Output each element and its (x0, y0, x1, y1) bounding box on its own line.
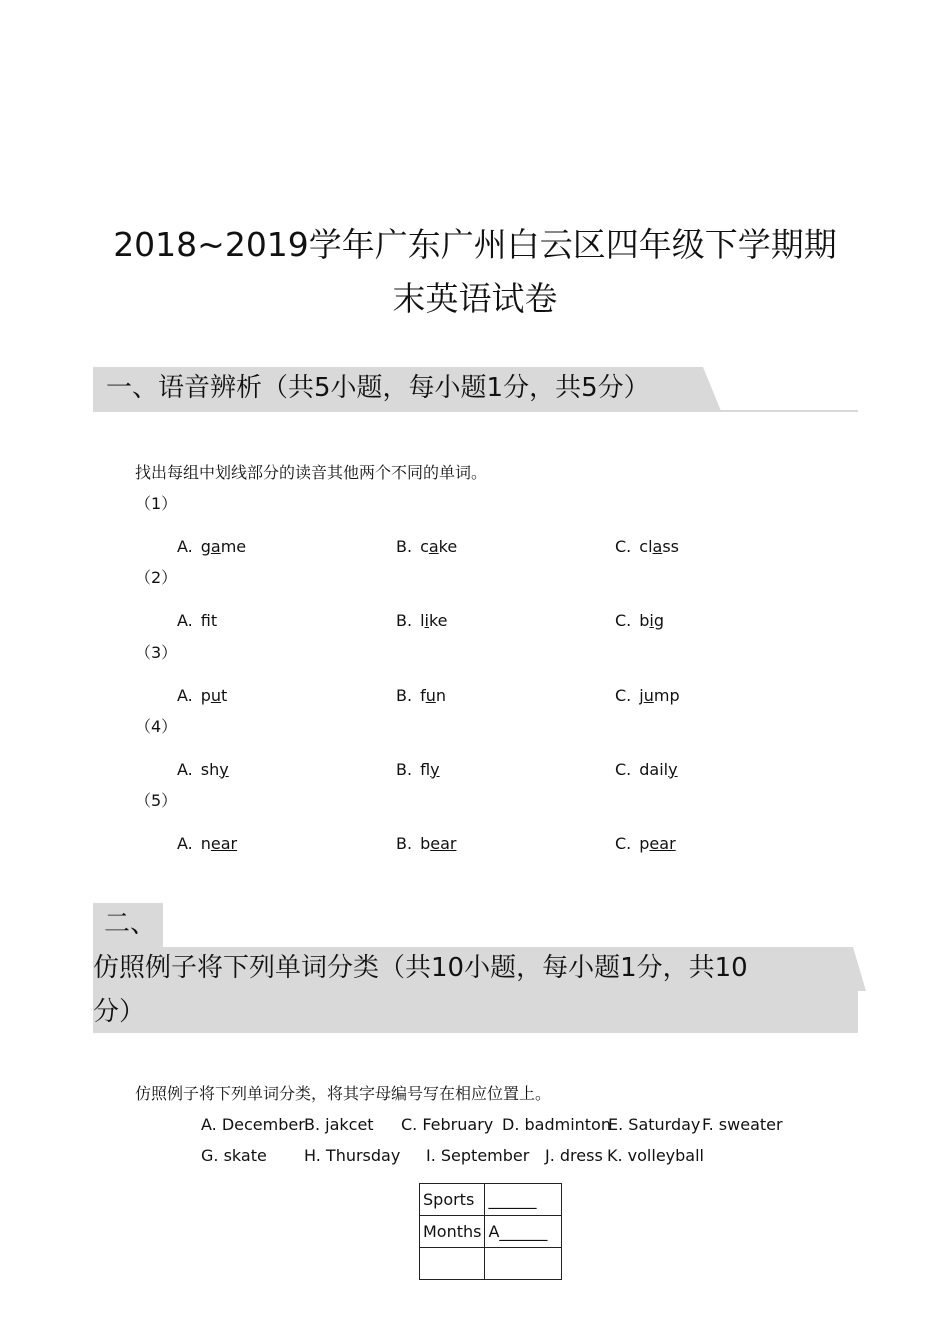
option-word-part: me (220, 537, 247, 556)
option-word-part: f (200, 611, 211, 631)
underlined-part: ear (430, 834, 457, 854)
underlined-part: i (649, 611, 654, 631)
option-word-part: sh (200, 759, 220, 779)
underlined-part: y (668, 759, 678, 779)
question-number: （1） (135, 494, 178, 513)
option-word-part: g (200, 537, 211, 556)
word-item: B. jakcet (304, 1115, 374, 1134)
option-word-part: b (420, 834, 431, 854)
option-letter: B. (396, 537, 413, 556)
question-number: （5） (135, 791, 178, 811)
option-letter: B. (396, 759, 413, 779)
option-letter: B. (396, 685, 413, 705)
option-word-part: cl (639, 537, 653, 556)
table-row (420, 1248, 562, 1280)
answer-option[interactable] (396, 833, 456, 855)
answer-option[interactable] (615, 833, 676, 855)
word-item: J. dress (545, 1146, 603, 1165)
word-item: D. badminton (502, 1115, 611, 1134)
underlined-part: a (652, 537, 663, 556)
question-number: （2） (135, 568, 178, 588)
table-cell-answer[interactable]: A______ (485, 1216, 562, 1248)
answer-option[interactable] (177, 685, 227, 707)
answer-option[interactable] (177, 833, 237, 855)
underlined-part: y (219, 759, 229, 779)
section-2-heading-background-3 (93, 990, 858, 1033)
underlined-part: u (643, 685, 654, 705)
underlined-part: a (428, 537, 439, 556)
option-word-part: c (420, 537, 429, 556)
underlined-part: a (210, 537, 221, 556)
underlined-part: u (210, 685, 222, 705)
option-letter: B. (396, 834, 413, 854)
option-word-part: j (639, 685, 644, 705)
classification-table (419, 1183, 562, 1280)
word-item: A. December (201, 1115, 305, 1134)
option-letter: C. (615, 834, 632, 854)
question-number: （4） (135, 716, 178, 736)
answer-option[interactable] (615, 610, 664, 632)
answer-option[interactable] (396, 685, 446, 707)
underlined-part: ear (649, 834, 676, 854)
option-letter: A. (177, 685, 193, 705)
option-word-part: n (435, 685, 446, 705)
option-word-part: ke (438, 537, 458, 556)
section-1-heading: 一、语音辨析（共5小题，每小题1分，共5分） (106, 373, 650, 403)
option-word-part: n (200, 834, 211, 854)
answer-option[interactable] (396, 759, 440, 781)
option-letter: A. (177, 834, 193, 854)
option-word-part: ss (662, 537, 679, 556)
option-word-part: g (653, 611, 665, 631)
table-cell-answer[interactable] (485, 1248, 562, 1280)
table-cell-category (420, 1248, 485, 1280)
word-item: C. February (401, 1115, 494, 1134)
table-cell-category: Sports (420, 1184, 485, 1216)
option-word-part: f (420, 685, 426, 705)
answer-option[interactable] (177, 610, 217, 632)
title-line-2: 末英语试卷 (392, 279, 558, 318)
option-letter: A. (177, 611, 193, 631)
answer-option[interactable] (615, 759, 678, 781)
option-letter: C. (615, 759, 632, 779)
word-item: I. September (426, 1146, 530, 1165)
answer-option[interactable] (177, 536, 246, 558)
option-word-part: dail (639, 759, 669, 779)
answer-option[interactable] (615, 685, 680, 707)
option-word-part: fl (420, 759, 431, 779)
section-1-instruction: 找出每组中划线部分的读音其他两个不同的单词。 (135, 463, 488, 482)
word-item: E. Saturday (608, 1115, 701, 1134)
option-word-part: b (639, 611, 650, 631)
option-letter: C. (615, 685, 632, 705)
page-title (95, 218, 855, 326)
underlined-part: i (424, 611, 429, 631)
answer-option[interactable] (396, 536, 457, 558)
section-2-instruction: 仿照例子将下列单词分类，将其字母编号写在相应位置上。 (135, 1084, 552, 1103)
title-line-1: 2018~2019学年广东广州白云区四年级下学期期 (113, 225, 837, 264)
option-letter: C. (615, 537, 632, 556)
underlined-part: u (425, 685, 436, 705)
section-2-heading-line-3: 分） (93, 997, 146, 1027)
option-word-part: ke (428, 611, 448, 631)
answer-option[interactable] (177, 759, 229, 781)
answer-option[interactable] (396, 610, 448, 632)
section-2-heading-line-1: 二、 (104, 909, 157, 939)
section-1-heading-underline (93, 410, 858, 412)
underlined-part: ear (210, 834, 238, 854)
section-2-heading-line-2: 仿照例子将下列单词分类（共10小题，每小题1分，共10 (93, 953, 748, 983)
word-item: H. Thursday (304, 1146, 401, 1165)
option-word-part: t (210, 611, 218, 631)
option-word-part: p (639, 834, 650, 854)
option-letter: B. (396, 611, 413, 631)
option-letter: A. (177, 537, 193, 556)
table-cell-category: Months (420, 1216, 485, 1248)
question-number: （3） (135, 642, 178, 662)
word-item: K. volleyball (607, 1146, 704, 1165)
table-row (420, 1216, 562, 1248)
option-word-part: p (200, 685, 211, 705)
option-letter: A. (177, 759, 193, 779)
table-row (420, 1184, 562, 1216)
underlined-part: y (430, 759, 440, 779)
answer-option[interactable] (615, 536, 679, 558)
word-item: F. sweater (702, 1115, 783, 1134)
word-item: G. skate (201, 1146, 267, 1165)
option-word-part: l (420, 611, 425, 631)
option-word-part: mp (653, 685, 680, 705)
option-word-part: t (221, 685, 228, 705)
option-letter: C. (615, 611, 632, 631)
table-cell-answer[interactable]: ______ (485, 1184, 562, 1216)
